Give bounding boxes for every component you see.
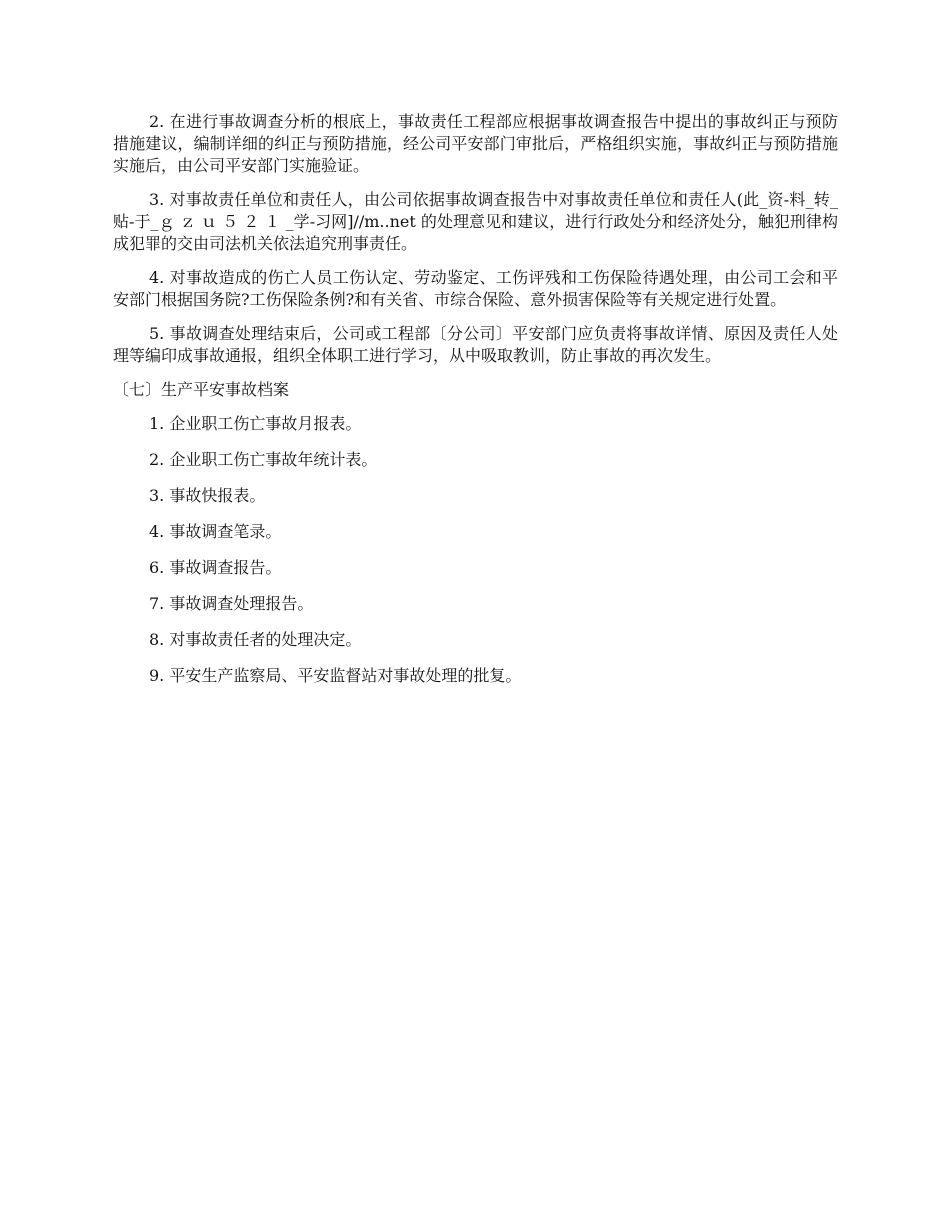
archive-list-item: 8. 对事故责任者的处理决定。	[149, 630, 362, 649]
paragraph-responsibility-handling: 3. 对事故责任单位和责任人，由公司依据事故调查报告中对事故责任单位和责任人(此_资-料_转_贴-于_ｇ ｚ ｕ ５ ２ １ _学-习网]//m..net 的处理意见和建议，进行行政处分和经济处分，触犯刑律构成犯罪的交由司法机关依法追究刑事责任。	[113, 190, 838, 253]
archive-list-item: 2. 企业职工伤亡事故年统计表。	[149, 450, 378, 469]
archive-list-item: 6. 事故调查报告。	[149, 558, 282, 577]
paragraph-injury-compensation: 4. 对事故造成的伤亡人员工伤认定、劳动鉴定、工伤评残和工伤保险待遇处理，由公司工会和平安部门根据国务院?工伤保险条例?和有关省、市综合保险、意外损害保险等有关规定进行处置。	[113, 268, 838, 309]
paragraph-corrective-measures: 2. 在进行事故调查分析的根底上，事故责任工程部应根据事故调查报告中提出的事故纠正与预防措施建议，编制详细的纠正与预防措施，经公司平安部门审批后，严格组织实施，事故纠正与预防措施实施后，由公司平安部门实施验证。	[113, 112, 838, 175]
section-heading-accident-archive: 〔七〕生产平安事故档案	[113, 380, 290, 399]
document-body	[113, 111, 838, 701]
archive-list-item: 1. 企业职工伤亡事故月报表。	[149, 414, 362, 433]
archive-list-item: 7. 事故调查处理报告。	[149, 594, 314, 613]
archive-list-item: 4. 事故调查笔录。	[149, 522, 282, 541]
archive-list-item: 9. 平安生产监察局、平安监督站对事故处理的批复。	[149, 666, 522, 685]
paragraph-accident-notice: 5. 事故调查处理结束后，公司或工程部〔分公司〕平安部门应负责将事故详情、原因及责任人处理等编印成事故通报，组织全体职工进行学习，从中吸取教训，防止事故的再次发生。	[113, 324, 838, 365]
archive-list-item: 3. 事故快报表。	[149, 486, 266, 505]
